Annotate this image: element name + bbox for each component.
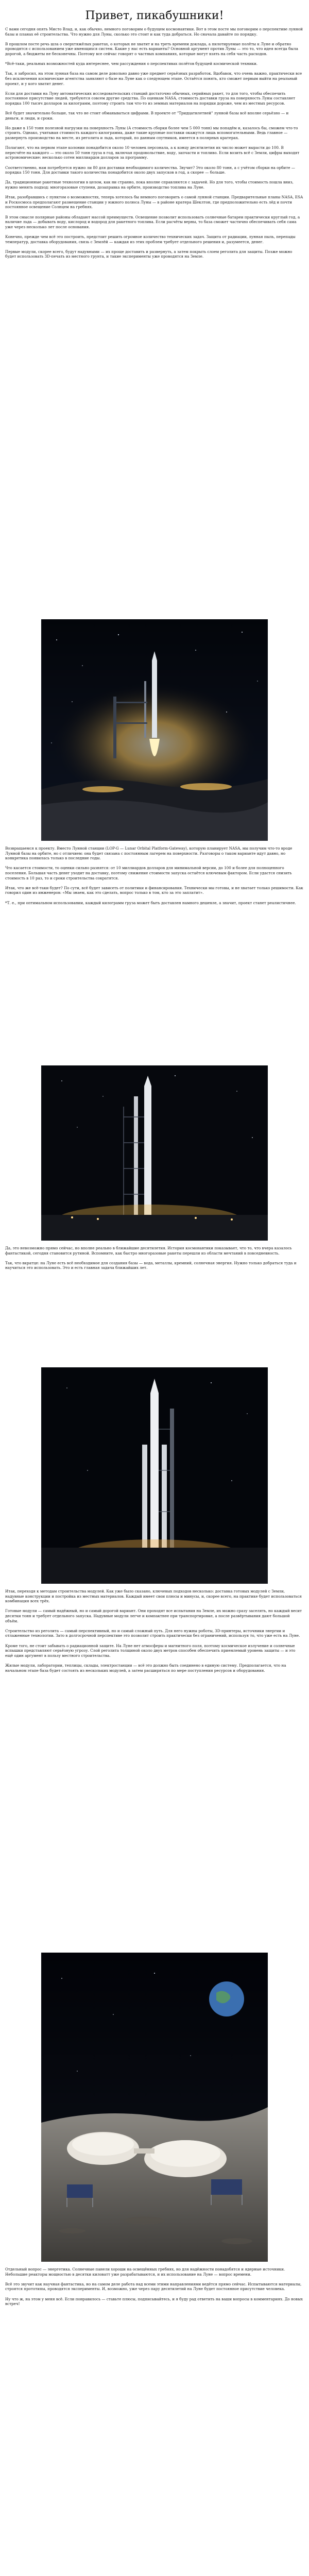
rocket-launch-photo bbox=[41, 619, 268, 841]
paragraph: Готовые модули — самый надёжный, но и самый дорогой вариант. Они проходят все испытания на Земле, их можно сразу заселять, но каждый весит десятки тонн и требует отдельного запуска. Надувные модули легче и компактнее при транспортировке, а после развёртывания дают большой объём. bbox=[5, 1608, 302, 1623]
outro-text bbox=[0, 1587, 309, 1950]
post-title: Привет, пикабушники! bbox=[85, 9, 224, 22]
paragraph: В прошлом посте речь шла о сверхтяжёлых ракетах, о которых не хватит и на треть времени доклада, а пилотируемые полёты к Луне и обратно проводятся с использованием уже имеющихся систем. Какие у нас есть варианты? Основной аргумент против Луны — это то, что идея всегда была дорогой, а бюджеты не бесконечны. Поэтому все сейчас говорят о частных компаниях, которые могут взять на себя часть расходов. bbox=[5, 41, 298, 56]
paragraph: Так, что вкратце: на Луне есть всё необходимое для создания базы — вода, металлы, кремний, солнечная энергия. Нужно только добраться туда и научиться это использовать. Это и есть главная задача ближайших лет. bbox=[5, 1260, 297, 1270]
paragraph: Да, это невозможно прямо сейчас, но вполне реально в ближайшие десятилетия. История космонавтики показывает, что то, что вчера казалось фантастикой, сегодня становится рутиной. Вспомните, как быстро многоразовые ракеты перешли из области мечтаний в повседневность. bbox=[5, 1246, 292, 1256]
lunar-base-illustration bbox=[41, 1953, 268, 2262]
paragraph: Но даже в 150 тонн полезной нагрузки на поверхность Луны (А стоимость сборки более чем 5 000 тонн) мы попадём и, казалось бы, сможем что-то строить. Однако, учитывая стоимость каждого килограмма, даже такие крупные поставки окажутся лишь вспомогательными. Ведь главное — развернуть производство на месте, из реголита и льда, который, по данным спутников, имеется в полярных кратерах. bbox=[5, 125, 298, 141]
launch-tower-illustration bbox=[41, 1065, 268, 1241]
closing-text bbox=[0, 2265, 309, 2401]
paragraph: Да, традиционные ракетные технологии в целом, как ни странно, пока вполне справляются с задачей. Но для того, чтобы стоимость пошла вниз, нужно менять подход: многоразовые ступени, дозаправка на орбите, производство топлива на Луне. bbox=[5, 180, 294, 190]
paragraph: Полагают, что на первом этапе колонии понадобится около 10 человек персонала, а к концу десятилетия их число может вырасти до 100. В пересчёте на каждого — это около 50 тонн груза в год, включая продовольствие, воду, запчасти и топливо. Если возить всё с Земли, цифры выходят астрономические: несколько сотен миллиардов долларов за программу. bbox=[5, 145, 300, 160]
rocket-on-pad-illustration bbox=[41, 1367, 268, 1584]
paragraph: Возвращаемся к проекту. Вместо Лунной станции (LOP-G — Lunar Orbital Platform-Gateway), которую планирует NASA, мы получим что-то вроде Лунной базы на орбите, но с отличием: она будет связана с постоянным лагерем на поверхности. Разговоры о таком варианте идут давно, но конкретика появилась только в последние годы. bbox=[5, 846, 293, 861]
paragraph: Жилые модули, лаборатории, теплицы, склады, электростанции — всё это должно быть соединено в единую систему. Предполагается, что на начальном этапе база будет состоять из нескольких модулей, а затем расширяться по мере поступления ресурсов и оборудования. bbox=[5, 1663, 286, 1673]
intro-text bbox=[0, 25, 309, 614]
paragraph: В этом смысле полярные районы обладают массой преимуществ. Освещение позволит использовать солнечные батареи практически круглый год, а наличие льда — добывать воду, кислород и водород для ракетного топлива. Если расчёты верны, то база сможет частично обеспечивать себя сама уже через несколько лет после основания. bbox=[5, 214, 300, 229]
rocket-launch-illustration bbox=[41, 619, 268, 841]
paragraph: Соответственно, нам потребуется нужно ли 80 для доставки необходимого количества. Звучит? Это около 80 тонн, а с учётом сборки на орбите — порядка 150 тонн. Для доставки такого количества понадобится около двух запусков в год, а скорее — больше. bbox=[5, 165, 295, 175]
paragraph: Итак, разобравшись с пунктом о возможностях, теперь хотелось бы немного поговорить о самой лунной станции. Предварительные планы NASA, ESA и Роскосмоса предполагают размещение станции у южного полюса Луны — в районе кратера Шеклтон, где предположительно есть лёд и почти постоянное освещение Солнцем на гребнях. bbox=[5, 195, 303, 210]
launch-tower-photo bbox=[41, 1065, 268, 1241]
paragraph: *Всё-таки, реальных возможностей куда интереснее, чем рассуждения о перспективах полётов будущей космической техники. bbox=[5, 61, 258, 66]
paragraph: Всё это звучит как научная фантастика, но на самом деле работа над всеми этими направлениями ведётся прямо сейчас. Испытываются материалы, строятся прототипы, проводятся эксперименты. И, возможно, уже через пару десятилетий на Луне будет постоянное присутствие человека. bbox=[5, 2281, 302, 2292]
paragraph: Итак, что же всё-таки будет? По сути, всё будет зависеть от политики и финансирования. Технически мы готовы, и не хватает только решимости. Как говорил один из инженеров: «Мы знаем, как это сделать, вопрос только в том, кто за это заплатит». bbox=[5, 885, 303, 895]
paragraph: Конечно, прежде чем всё это построить, предстоит решить огромное количество технических задач. Защита от радиации, лунная пыль, перепады температур, доставка оборудования, связь с Землёй — каждая из этих проблем требует отдельного решения и, разумеется, денег. bbox=[5, 234, 296, 244]
lunar-base-photo bbox=[41, 1953, 268, 2262]
paragraph: Кроме того, не стоит забывать о радиационной защите. На Луне нет атмосферы и магнитного поля, поэтому космическое излучение и солнечные вспышки представляют серьёзную угрозу. Слой реголита толщиной около двух метров способен обеспечить приемлемый уровень защиты — и это ещё один аргумент в пользу местного строительства. bbox=[5, 1643, 296, 1658]
paragraph: Строительство из реголита — самый перспективный, но и самый сложный путь. Для него нужны роботы, 3D-принтеры, источники энергии и отлаженные технологии. Зато в долгосрочной перспективе это позволит строить практически без ограничений, используя то, что уже есть на Луне. bbox=[5, 1628, 300, 1638]
paragraph: Что касается стоимости, то оценки сильно разнятся: от 10 миллиардов долларов для минимальной версии, до 100 и более для полноценного поселения. Большая часть денег уходит на доставку, поэтому снижение стоимости запуска остаётся ключевым фактором. Если удастся снизить стоимость в 10 раз, то и сроки строительства сократятся. bbox=[5, 866, 292, 880]
paragraph: *Т. е., при оптимальном использовании, каждый килограмм груза может быть доставлен намного дешевле, а значит, проект станет реалистичнее. bbox=[5, 900, 296, 905]
paragraph: Так, я забросил, на этом лунная база на самом деле довольно давно уже предмет серьёзных разработок. Вдобавок, что очень важно, практически все без исключения космические агентства заявляют о базе на Луне как о следующем этапе. Остаётся понять, кто сможет первым выйти на реальный проект, и у кого хватит денег. bbox=[5, 71, 302, 86]
rocket-on-pad-photo bbox=[41, 1367, 268, 1584]
middle-text-2 bbox=[0, 1244, 309, 1364]
paragraph: Всё будет значительно больше, так что не стоит обманываться цифрами. В проекте от "Тридцатилетней" лунной базы всё вполне серьёзно — и деньги, и люди, и сроки. bbox=[5, 111, 289, 121]
middle-text bbox=[0, 844, 309, 1062]
paragraph: Если для доставки на Луну автоматических исследовательских станций достаточно обычных, серийных ракет, то для того, чтобы обеспечить постоянное присутствие людей, требуются совсем другие средства. По оценкам NASA, стоимость доставки груза на поверхность Луны составляет порядка 100 тысяч долларов за килограмм, поэтому строить там что-то из земных материалов на порядки дороже, чем из местных ресурсов. bbox=[5, 91, 296, 106]
paragraph: С вами сегодня опять Мисто Влад, и, как обычно, немного поговорим о будущем космонавтики. Вот в этом посте мы поговорим о перспективе лунной базы и планах её строительства. Что нужно для Луны, сколько это стоит и как туда добраться. Но сначала давайте по порядку. bbox=[5, 27, 303, 37]
paragraph: Ну что ж, на этом у меня всё. Если понравилось — ставьте плюсы, подписывайтесь, и я буду рад ответить на ваши вопросы в комментариях. До новых встреч! bbox=[5, 2296, 303, 2307]
paragraph: Отдельный вопрос — энергетика. Солнечные панели хороши на освещённых гребнях, но для надёжности понадобятся и ядерные источники. Небольшие реакторы мощностью в десятки киловатт уже разрабатываются, и их использование на Луне — вопрос времени. bbox=[5, 2267, 285, 2277]
paragraph: Первые модули, скорее всего, будут надувными — их проще доставить и развернуть, а затем покрыть слоем реголита для защиты. Позже можно будет использовать 3D-печать из местного грунта, и такие эксперименты уже проводятся на Земле. bbox=[5, 249, 293, 259]
paragraph: Итак, переходя к методам строительства модулей. Как уже было сказано, ключевых подходов несколько: доставка готовых модулей с Земли, надувные конструкции и постройка из местных материалов. Каждый имеет свои плюсы и минусы, и, скорее всего, на практике будет использоваться комбинация всех трёх. bbox=[5, 1589, 302, 1604]
